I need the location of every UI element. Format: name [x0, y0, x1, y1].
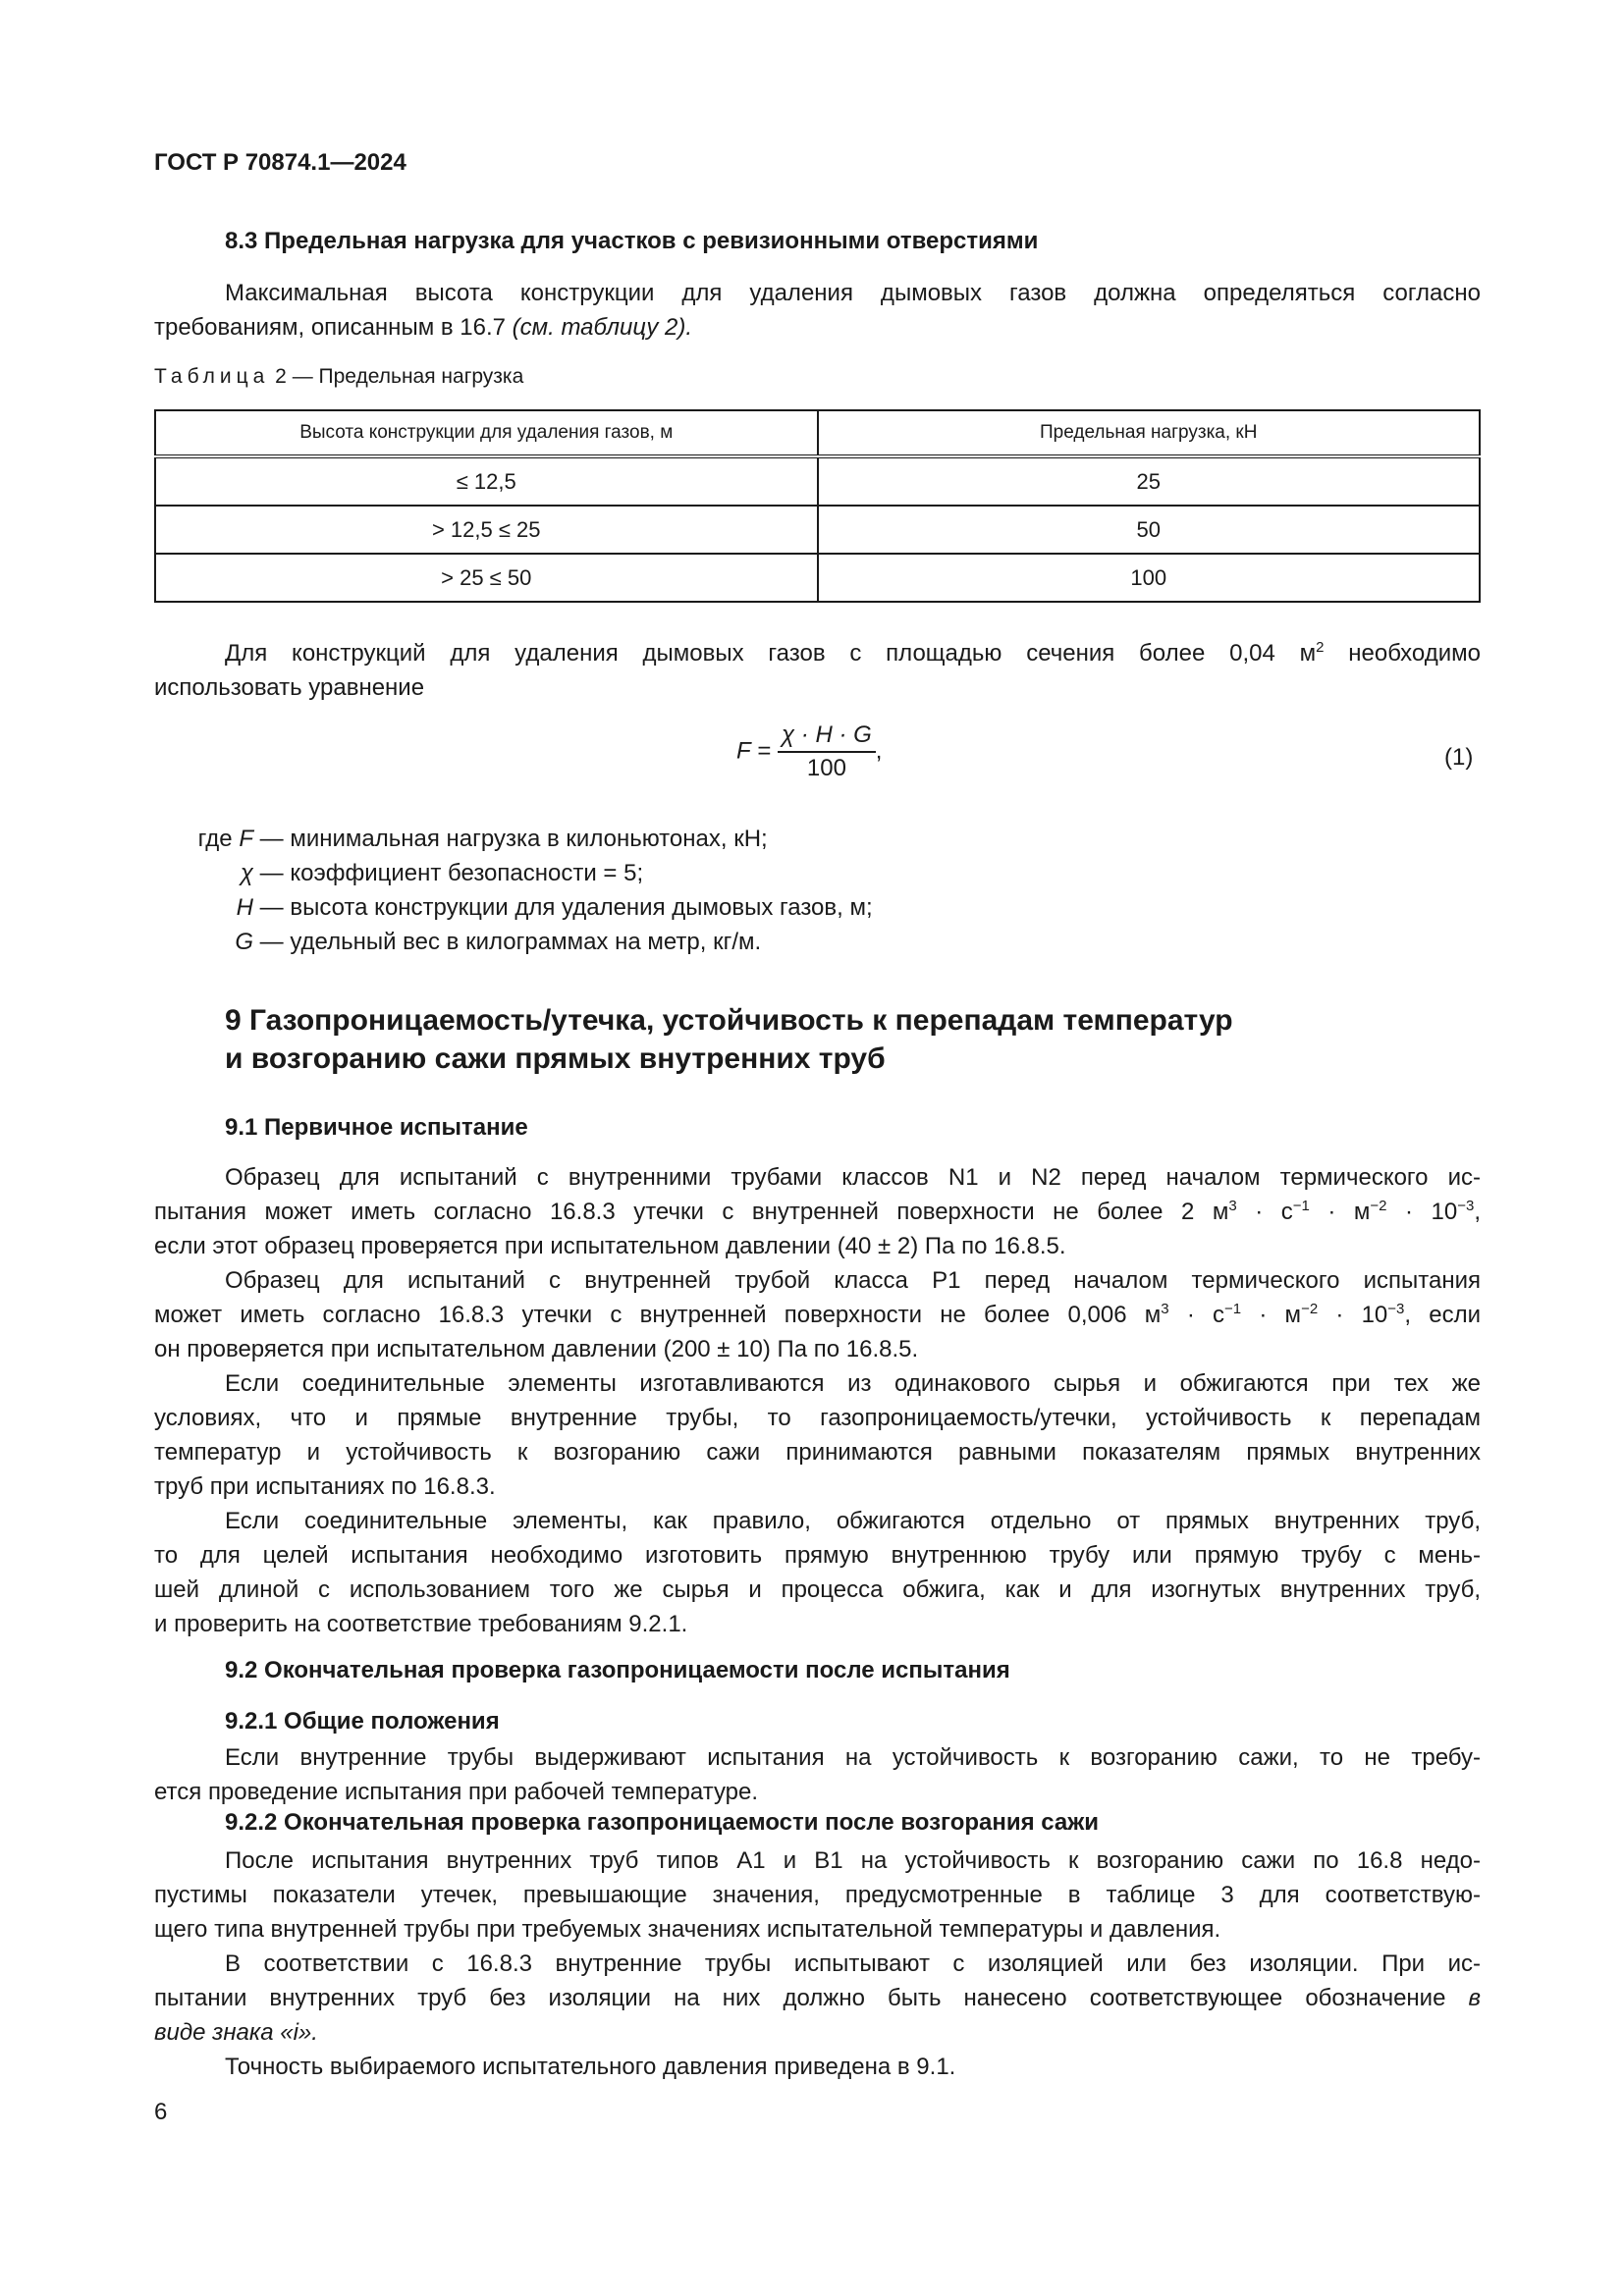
superscript: 3 — [1228, 1198, 1237, 1214]
paragraph-line: шей длиной с использованием того же сырья и процесса обжига, как и для изогнутых внутренних труб, — [154, 1576, 1481, 1603]
text-run: может иметь согласно 16.8.3 утечки с внутренней поверхности не более 0,006 м — [154, 1302, 1162, 1328]
text-run-italic: виде знака «i». — [154, 2019, 318, 2046]
superscript: −3 — [1387, 1301, 1405, 1317]
paragraph-line — [154, 310, 692, 345]
superscript: 2 — [1316, 639, 1325, 656]
where-item — [157, 856, 873, 890]
where-symbol: G — [235, 929, 253, 955]
section-9-2-title: 9.2 Окончательная проверка газопроницаемости после испытания — [225, 1657, 1010, 1683]
text-run: требованиям, описанным в 16.7 — [154, 314, 506, 341]
paragraph-line: После испытания внутренних труб типов A1 и B1 на устойчивость к возгоранию сажи по 16.8 недо- — [225, 1847, 1481, 1874]
paragraph-line: и проверить на соответствие требованиям 9.2.1. — [154, 1611, 688, 1637]
text-run: · с — [1168, 1302, 1225, 1328]
text-run: Для конструкций для удаления дымовых газов с площадью сечения более 0,04 м — [225, 640, 1317, 667]
table-row — [155, 456, 1480, 506]
paragraph-line: Образец для испытаний с внутренними трубами классов N1 и N2 перед началом термического ис- — [225, 1164, 1481, 1191]
paragraph-line: пустимы показатели утечек, превышающие значения, предусмотренные в таблице 3 для соответствую- — [154, 1882, 1481, 1908]
table-caption — [154, 365, 523, 389]
text-run: пытании внутренних труб без изоляции на них должно быть нанесено соответствующее обозначение — [154, 1985, 1446, 2011]
where-item — [157, 822, 873, 856]
section-title-line: и возгоранию сажи прямых внутренних труб — [225, 1042, 886, 1075]
text-run-italic: в — [1468, 1985, 1482, 2011]
formula-lhs: F — [736, 737, 751, 765]
table-caption-label: Таблица — [154, 365, 270, 388]
paragraph-line: В соответствии с 16.8.3 внутренние трубы испытывают с изоляцией или без изоляции. При ис- — [225, 1950, 1481, 1977]
section-9-title — [225, 1001, 1233, 1078]
section-9-2-1-title: 9.2.1 Общие положения — [225, 1708, 500, 1735]
section-9-2-2-title: 9.2.2 Окончательная проверка газопроницаемости после возгорания сажи — [225, 1809, 1100, 1836]
formula-number: (1) — [1444, 744, 1474, 771]
section-9-1-title: 9.1 Первичное испытание — [225, 1114, 528, 1141]
paragraph-line: Если внутренние трубы выдерживают испытания на устойчивость к возгоранию сажи, то не требу- — [225, 1744, 1481, 1771]
formula — [736, 721, 882, 782]
formula-comma: , — [875, 737, 883, 765]
where-symbol: χ — [240, 860, 253, 886]
paragraph-line: Максимальная высота конструкции для удаления дымовых газов должна определяться согласно — [225, 280, 1481, 306]
paragraph-line: использовать уравнение — [154, 674, 425, 701]
paragraph-line: щего типа внутренней трубы при требуемых значениях испытательной температуры и давления. — [154, 1916, 1221, 1943]
document-code: ГОСТ Р 70874.1—2024 — [154, 149, 406, 176]
where-symbol: F — [239, 826, 253, 852]
paragraph-line: труб при испытаниях по 16.8.3. — [154, 1473, 496, 1500]
formula-denominator: 100 — [806, 755, 846, 781]
text-run: · м — [1241, 1302, 1302, 1328]
superscript: 3 — [1161, 1301, 1169, 1317]
where-item — [157, 925, 873, 959]
table-cell: > 12,5 ≤ 25 — [155, 506, 818, 554]
page-number: 6 — [154, 2099, 168, 2125]
table-header-row — [155, 410, 1480, 456]
text-run: , если — [1404, 1302, 1482, 1328]
text-run: · м — [1309, 1199, 1371, 1225]
where-item — [157, 890, 873, 925]
table-row — [155, 506, 1480, 554]
where-symbol: H — [236, 894, 253, 921]
text-run: · 10 — [1318, 1302, 1388, 1328]
equals-sign: = — [757, 737, 779, 765]
superscript: −1 — [1224, 1301, 1242, 1317]
paragraph-line — [154, 2015, 318, 2050]
formula-numerator: χ · H · G — [778, 721, 876, 753]
table-cell: 100 — [818, 554, 1481, 602]
where-text: — минимальная нагрузка в килоньютонах, кН; — [259, 826, 768, 852]
text-run: · 10 — [1386, 1199, 1458, 1225]
section-8-3-title: 8.3 Предельная нагрузка для участков с ревизионными отверстиями — [225, 228, 1039, 254]
text-run: пытания может иметь согласно 16.8.3 утечки с внутренней поверхности не более 2 м — [154, 1199, 1229, 1225]
where-text: — удельный вес в килограммах на метр, кг/м. — [259, 929, 762, 955]
table-header-cell: Высота конструкции для удаления газов, м — [155, 410, 818, 456]
where-text: — высота конструкции для удаления дымовых газов, м; — [259, 894, 873, 921]
where-list — [157, 822, 873, 959]
load-limit-table — [154, 409, 1481, 603]
paragraph-line — [154, 1981, 1481, 2015]
table-cell: > 25 ≤ 50 — [155, 554, 818, 602]
superscript: −2 — [1301, 1301, 1319, 1317]
section-title-line: 9 Газопроницаемость/утечка, устойчивость к перепадам температур — [225, 1004, 1233, 1037]
text-run: · с — [1236, 1199, 1293, 1225]
paragraph-line — [154, 1195, 1481, 1229]
table-caption-text: 2 — Предельная нагрузка — [269, 365, 524, 388]
superscript: −1 — [1292, 1198, 1310, 1214]
paragraph-line: он проверяется при испытательном давлении (200 ± 10) Па по 16.8.5. — [154, 1336, 919, 1362]
text-run: необходимо — [1324, 640, 1481, 667]
superscript: −3 — [1457, 1198, 1475, 1214]
paragraph-line: если этот образец проверяется при испытательном давлении (40 ± 2) Па по 16.8.5. — [154, 1233, 1066, 1259]
table-cell: 50 — [818, 506, 1481, 554]
text-run: , — [1474, 1199, 1482, 1225]
where-prefix: где — [197, 826, 240, 852]
paragraph-line — [154, 1298, 1481, 1332]
paragraph-line: то для целей испытания необходимо изготовить прямую внутреннюю трубу или прямую трубу с мень- — [154, 1542, 1481, 1569]
table-cell: ≤ 12,5 — [155, 456, 818, 506]
paragraph-line: Точность выбираемого испытательного давления приведена в 9.1. — [225, 2054, 956, 2080]
table-cell: 25 — [818, 456, 1481, 506]
formula-fraction — [778, 721, 876, 782]
superscript: −2 — [1370, 1198, 1387, 1214]
where-text: — коэффициент безопасности = 5; — [259, 860, 644, 886]
table-row — [155, 554, 1480, 602]
table-header-cell: Предельная нагрузка, кН — [818, 410, 1481, 456]
paragraph-line: температур и устойчивость к возгоранию сажи принимаются равными показателям прямых внутренних — [154, 1439, 1481, 1466]
paragraph-line — [154, 636, 1481, 670]
paragraph-line: Если соединительные элементы, как правило, обжигаются отдельно от прямых внутренних труб, — [225, 1508, 1481, 1534]
table-reference: (см. таблицу 2). — [512, 314, 693, 341]
paragraph-line: Образец для испытаний с внутренней трубой класса P1 перед началом термического испытания — [225, 1267, 1481, 1294]
paragraph-line: ется проведение испытания при рабочей температуре. — [154, 1779, 759, 1805]
paragraph-line: условиях, что и прямые внутренние трубы, то газопроницаемость/утечки, устойчивость к перепадам — [154, 1405, 1481, 1431]
paragraph-line: Если соединительные элементы изготавливаются из одинакового сырья и обжигаются при тех же — [225, 1370, 1481, 1397]
